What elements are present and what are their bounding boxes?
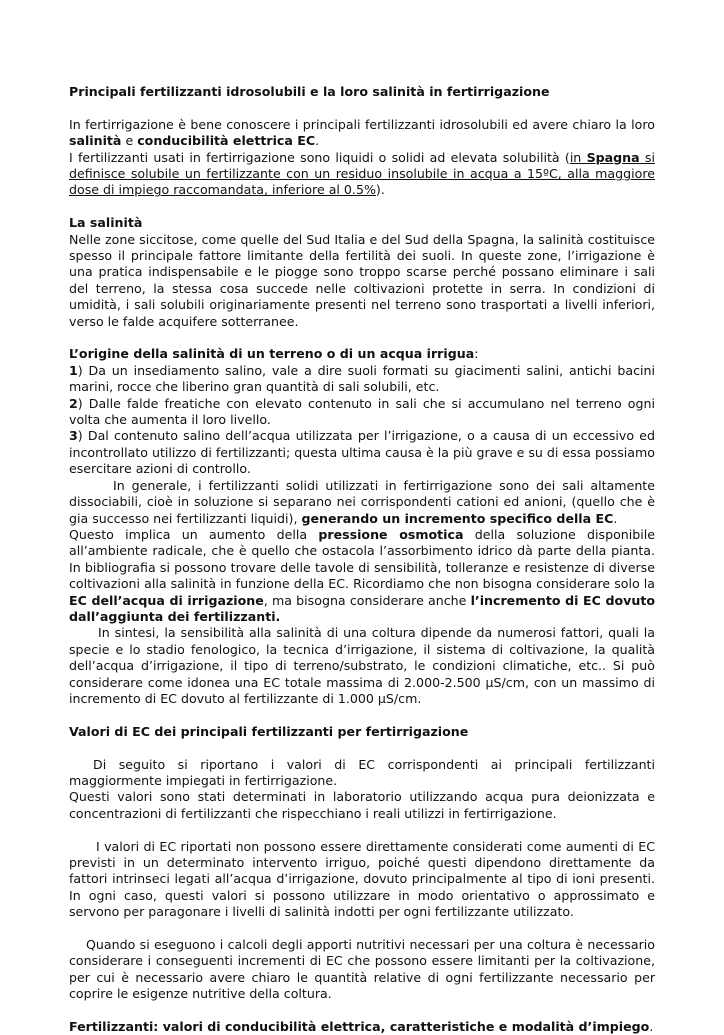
spacer bbox=[69, 740, 655, 756]
general-text: In generale, i fertilizzanti solidi utilizzati in fertirrigazione sono dei sali altamente dissociabili, cioè in soluzione si separano nei corrispondenti cationi ed anioni, (quello che è gia successo nei fertilizzanti liquidi), bbox=[69, 477, 655, 526]
item-number: 3 bbox=[69, 428, 78, 444]
item-number: 1 bbox=[69, 362, 78, 378]
pressione-text: Questo implica un aumento della bbox=[69, 526, 319, 542]
intro-text: ). bbox=[375, 182, 385, 198]
origine-heading-text: L’origine della salinità di un terreno o di un acqua irrigua bbox=[69, 346, 475, 362]
document-title: Principali fertilizzanti idrosolubili e la loro salinità in fertirrigazione bbox=[69, 84, 550, 99]
intro-text: In fertirrigazione è bene conoscere i principali fertilizzanti idrosolubili ed avere chiaro la loro bbox=[69, 116, 655, 132]
item-number: 2 bbox=[69, 395, 78, 411]
general-bold: generando un incremento specifico della EC bbox=[301, 510, 614, 526]
pressione-text: , ma bisogna considerare anche bbox=[263, 592, 471, 608]
spacer bbox=[69, 199, 655, 215]
final-heading-text: Fertilizzanti: valori di conducibilità elettrica, caratteristiche e modalità d’impiego bbox=[69, 1019, 650, 1035]
intro-underlined-bold: Spagna bbox=[586, 149, 640, 165]
pressione-text: della soluzione disponibile all’ambiente radicale, che è quello che ostacola l’assorbimento idrico dà parte della pianta. In bibliografia si possono trovare delle tavole di sensibilità, tolleranze e resistenze di diverse coltivazioni alla salinità in funzione della EC. Ricordiamo che non bisogna considerare solo la bbox=[69, 526, 655, 592]
final-heading-period: . bbox=[649, 1019, 654, 1035]
section-heading-valori: Valori di EC dei principali fertilizzanti per fertirrigazione bbox=[69, 723, 469, 739]
pressione-paragraph bbox=[69, 527, 655, 625]
intro-paragraph-2 bbox=[69, 150, 655, 199]
intro-text: I fertilizzanti usati in fertirrigazione sono liquidi o solidi ad elevata solubilità ( bbox=[69, 149, 570, 165]
spacer bbox=[69, 100, 655, 116]
section-heading-origine bbox=[69, 346, 655, 362]
origine-item-3 bbox=[69, 428, 655, 477]
item-text: ) Dal contenuto salino dell’acqua utilizzata per l’irrigazione, o a causa di un eccessivo ed incontrollato utilizzo di fertilizzanti; questa ultima causa è la più grave e su di essa possiamo esercitare azioni di controllo. bbox=[69, 428, 655, 477]
intro-paragraph-1 bbox=[69, 117, 655, 150]
spacer bbox=[69, 822, 655, 838]
origine-item-1 bbox=[69, 363, 655, 396]
intro-underlined-part: in bbox=[569, 149, 587, 165]
ec-acqua-bold: EC dell’acqua di irrigazione bbox=[69, 592, 264, 608]
item-text: ) Da un insediamento salino, vale a dire suoli formati su giacimenti salini, antichi bacini marini, rocce che liberino gran quantità di sali solubili, etc. bbox=[69, 362, 655, 395]
origine-heading-colon: : bbox=[474, 346, 479, 362]
valori-paragraph-2: Questi valori sono stati determinati in laboratorio utilizzando acqua pura deionizzata e concentrazioni di fertilizzanti che rispecchiano i reali utilizzi in fertirrigazione. bbox=[69, 789, 655, 821]
salinita-paragraph: Nelle zone siccitose, come quelle del Sud Italia e del Sud della Spagna, la salinità costituisce spesso il principale fattore limitante della fertilità dei suoli. In queste zone, l’irrigazione è una pratica indispensabile e le piogge sono troppo scarse perché possano eliminare i sali del terreno, la stessa cosa succede nelle coltivazioni protette in serra. In condizioni di umidità, i sali solubili originariamente presenti nel terreno sono trasportati a livelli inferiori, verso le falde acquifere sotterranee. bbox=[69, 231, 655, 329]
valori-paragraph-1: Di seguito si riportano i valori di EC corrispondenti ai principali fertilizzanti maggiormente impiegati in fertirrigazione. bbox=[69, 756, 655, 788]
general-paragraph bbox=[69, 478, 655, 527]
valori-paragraph-4: Quando si eseguono i calcoli degli apporti nutritivi necessari per una coltura è necessario considerare i conseguenti incrementi di EC che possono essere limitanti per la coltivazione, per cui è necessario avere chiaro le quantità relative di ogni fertilizzante necessario per coprire le esigenze nutritive della coltura. bbox=[69, 937, 655, 1002]
incremento-bold: l’incremento di EC dovuto dall’aggiunta dei fertilizzanti. bbox=[69, 592, 655, 624]
pressione-bold: pressione osmotica bbox=[318, 526, 464, 542]
document-page bbox=[69, 84, 655, 1035]
section-heading-salinita: La salinità bbox=[69, 215, 143, 231]
sintesi-paragraph: In sintesi, la sensibilità alla salinità di una coltura dipende da numerosi fattori, quali la specie e lo stadio fenologico, la tecnica d’irrigazione, il sistema di coltivazione, la qualità dell’acqua d’irrigazione, il tipo di terreno/substrato, le condizioni climatiche, etc.. Si può considerare come idonea una EC totale massima di 2.000-2.500 µS/cm, con un massimo di incremento di EC dovuto al fertilizzante di 1.000 µS/cm. bbox=[69, 625, 655, 706]
intro-text: e bbox=[121, 133, 138, 149]
general-text: . bbox=[613, 510, 618, 526]
valori-paragraph-3: I valori di EC riportati non possono essere direttamente considerati come aumenti di EC previsti in un determinato intervento irriguo, poiché questi dipendono direttamente da fattori intrinseci legati all’acqua d’irrigazione, dovuto principalmente al tipo di ioni presenti. In ogni caso, questi valori si possono utilizzare in modo orientativo o approssimato e servono per paragonare i livelli di salinità indotti per ogni fertilizzante utilizzato. bbox=[69, 838, 655, 920]
spacer bbox=[69, 707, 655, 723]
item-text: ) Dalle falde freatiche con elevato contenuto in sali che si accumulano nel terreno ogni volta che aumenta il loro livello. bbox=[69, 395, 655, 428]
spacer bbox=[69, 330, 655, 346]
section-heading-fertilizzanti bbox=[69, 1019, 655, 1035]
intro-underlined-part: si definisce solubile un fertilizzante con un residuo insolubile in acqua a 15ºC, alla maggiore dose di impiego raccomandata, inferiore al 0.5% bbox=[69, 149, 655, 198]
origine-item-2 bbox=[69, 396, 655, 429]
intro-bold-salinita: salinità bbox=[69, 133, 122, 149]
intro-bold-ec: conducibilità elettrica EC bbox=[137, 133, 316, 149]
spacer bbox=[69, 921, 655, 937]
intro-text: . bbox=[315, 133, 320, 149]
spacer bbox=[69, 1003, 655, 1019]
